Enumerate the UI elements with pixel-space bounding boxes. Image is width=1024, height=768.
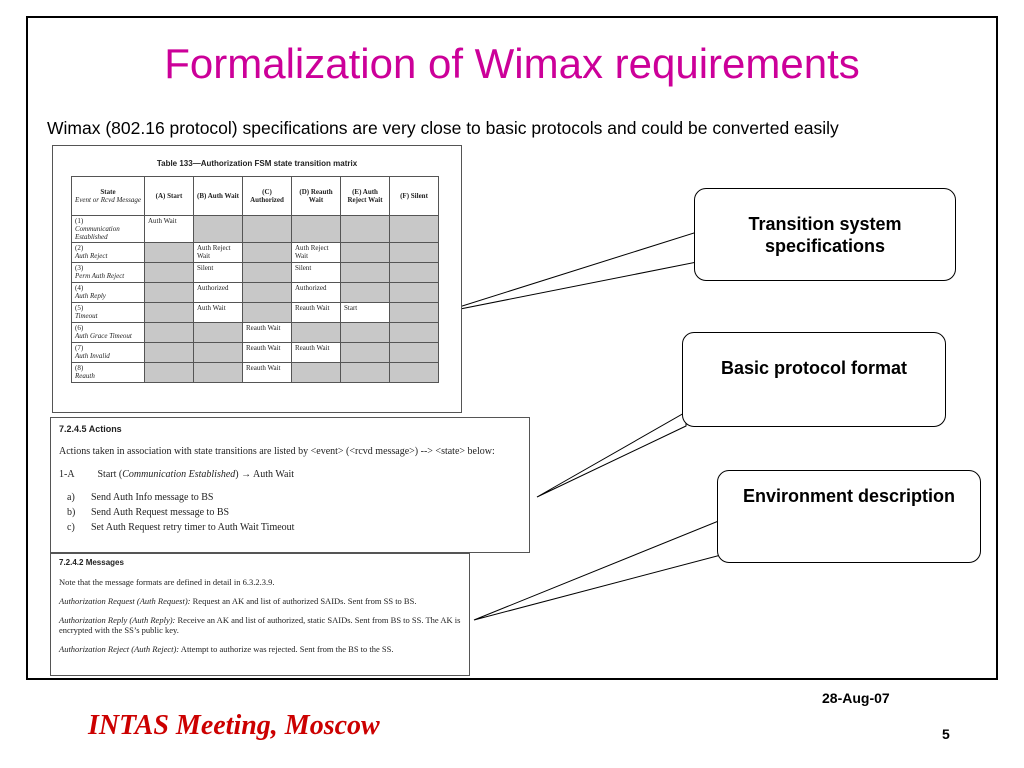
header-event-label: Event or Rcvd Message	[75, 196, 141, 204]
table-row	[72, 216, 439, 243]
action-rule-event: Communication Established	[122, 469, 236, 480]
table-cell	[292, 363, 341, 383]
callout-transition-system: Transition system specifications	[694, 188, 956, 281]
table-cell	[145, 303, 194, 323]
table-cell: Reauth Wait	[243, 343, 292, 363]
row-event-cell	[72, 216, 145, 243]
table-row	[72, 303, 439, 323]
table-cell: Silent	[194, 263, 243, 283]
message-label: Authorization Request (Auth Request):	[59, 596, 191, 606]
actions-panel	[50, 417, 530, 553]
table-cell	[145, 343, 194, 363]
table-row	[72, 363, 439, 383]
actions-heading: 7.2.4.5 Actions	[59, 424, 122, 434]
row-event: Auth Grace Timeout	[75, 332, 132, 340]
table-cell	[243, 283, 292, 303]
list-item	[67, 507, 521, 518]
row-number: (8)	[75, 364, 84, 372]
message-label: Authorization Reject (Auth Reject):	[59, 644, 180, 654]
list-item-key: b)	[67, 507, 76, 518]
table-cell	[194, 363, 243, 383]
table-cell	[243, 216, 292, 243]
table-cell	[243, 303, 292, 323]
leader-basic	[537, 412, 686, 497]
row-number: (6)	[75, 324, 84, 332]
table-cell	[145, 363, 194, 383]
row-event-cell	[72, 363, 145, 383]
table-cell	[194, 343, 243, 363]
table-cell	[243, 263, 292, 283]
table-cell	[194, 323, 243, 343]
list-item-text: Send Auth Request message to BS	[91, 507, 230, 518]
table-cell	[341, 323, 390, 343]
message-text: Request an AK and list of authorized SAIDs. Sent from SS to BS.	[190, 596, 417, 606]
row-event-cell	[72, 343, 145, 363]
row-event-cell	[72, 303, 145, 323]
table-cell: Reauth Wait	[292, 343, 341, 363]
header-col-b: (B) Auth Wait	[194, 177, 243, 216]
table-cell: Start	[341, 303, 390, 323]
row-number: (2)	[75, 244, 84, 252]
message-entry	[59, 615, 461, 635]
table-row	[72, 343, 439, 363]
table-cell	[390, 263, 439, 283]
fsm-state-transition-table	[71, 176, 439, 383]
row-number: (3)	[75, 264, 84, 272]
table-cell	[390, 303, 439, 323]
table-cell	[390, 323, 439, 343]
table-cell	[292, 323, 341, 343]
action-rule-prefix: Start (	[97, 469, 123, 480]
table-cell	[341, 343, 390, 363]
actions-list	[59, 492, 521, 533]
list-item-text: Set Auth Request retry timer to Auth Wait Timeout	[91, 522, 295, 533]
row-number: (4)	[75, 284, 84, 292]
header-col-f: (F) Silent	[390, 177, 439, 216]
row-event-cell	[72, 323, 145, 343]
messages-note: Note that the message formats are defined in detail in 6.3.2.3.9.	[59, 577, 275, 587]
header-col-e: (E) Auth Reject Wait	[341, 177, 390, 216]
row-event-cell	[72, 283, 145, 303]
header-col-c: (C) Authorized	[243, 177, 292, 216]
table-cell	[145, 323, 194, 343]
table-cell: Reauth Wait	[243, 363, 292, 383]
list-item	[67, 522, 521, 533]
list-item-key: a)	[67, 492, 75, 503]
row-event: Auth Reject	[75, 252, 108, 260]
table-cell	[341, 363, 390, 383]
table-cell	[145, 243, 194, 263]
list-item-text: Send Auth Info message to BS	[91, 492, 214, 503]
messages-panel	[50, 553, 470, 676]
actions-intro: Actions taken in association with state transitions are listed by <event> (<rcvd message>) --> <state> below:	[59, 446, 495, 457]
table-cell: Auth Wait	[145, 216, 194, 243]
row-event: Communication Established	[75, 225, 120, 241]
table-cell: Silent	[292, 263, 341, 283]
list-item	[67, 492, 521, 503]
row-event-cell	[72, 243, 145, 263]
table-cell: Reauth Wait	[243, 323, 292, 343]
message-text: Receive an AK and list of authorized, static SAIDs. Sent from BS to SS. The AK is encrypted with the SS’s public key.	[59, 615, 461, 635]
callout-environment: Environment description	[717, 470, 981, 563]
footer-meeting-name: INTAS Meeting, Moscow	[88, 710, 380, 741]
table-cell: Auth Reject Wait	[194, 243, 243, 263]
row-number: (1)	[75, 217, 84, 225]
page-number: 5	[942, 726, 950, 742]
row-event: Auth Invalid	[75, 352, 110, 360]
action-rule-id: 1-A	[59, 469, 75, 480]
row-event: Auth Reply	[75, 292, 106, 300]
row-event: Timeout	[75, 312, 98, 320]
table-row	[72, 243, 439, 263]
fsm-table-body	[72, 216, 439, 383]
row-event: Perm Auth Reject	[75, 272, 125, 280]
table-cell	[390, 243, 439, 263]
table-cell: Reauth Wait	[292, 303, 341, 323]
header-col-a: (A) Start	[145, 177, 194, 216]
table-cell: Authorized	[292, 283, 341, 303]
header-state-event	[72, 177, 145, 216]
table-row	[72, 323, 439, 343]
table-cell	[390, 343, 439, 363]
header-state-label: State	[100, 188, 116, 196]
table-cell	[341, 263, 390, 283]
action-rule	[59, 469, 521, 480]
callout-basic-protocol: Basic protocol format	[682, 332, 946, 427]
table-cell	[341, 243, 390, 263]
table-cell: Auth Wait	[194, 303, 243, 323]
row-number: (5)	[75, 304, 84, 312]
fsm-table-panel	[52, 145, 462, 413]
message-entry	[59, 596, 461, 606]
table-row	[72, 263, 439, 283]
table-cell	[390, 283, 439, 303]
slide-subtitle: Wimax (802.16 protocol) specifications are very close to basic protocols and could be converted easily	[47, 118, 839, 138]
message-label: Authorization Reply (Auth Reply):	[59, 615, 176, 625]
table-cell	[194, 216, 243, 243]
message-entry	[59, 644, 461, 654]
row-event-cell	[72, 263, 145, 283]
table-cell: Authorized	[194, 283, 243, 303]
table-header-row	[72, 177, 439, 216]
table-cell	[390, 363, 439, 383]
messages-heading: 7.2.4.2 Messages	[59, 558, 124, 567]
table-cell	[145, 283, 194, 303]
fsm-table-caption: Table 133—Authorization FSM state transition matrix	[156, 159, 358, 168]
table-cell	[243, 243, 292, 263]
messages-list	[59, 596, 461, 654]
message-text: Attempt to authorize was rejected. Sent from the BS to the SS.	[179, 644, 394, 654]
row-event: Reauth	[75, 372, 95, 380]
table-cell	[390, 216, 439, 243]
row-number: (7)	[75, 344, 84, 352]
header-col-d: (D) Reauth Wait	[292, 177, 341, 216]
leader-transition	[440, 232, 697, 313]
list-item-key: c)	[67, 522, 75, 533]
table-cell	[292, 216, 341, 243]
action-rule-suffix: ) → Auth Wait	[235, 469, 295, 480]
table-row	[72, 283, 439, 303]
table-cell: Auth Reject Wait	[292, 243, 341, 263]
table-cell	[145, 263, 194, 283]
table-cell	[341, 283, 390, 303]
footer-date: 28-Aug-07	[822, 690, 890, 706]
slide-title: Formalization of Wimax requirements	[164, 40, 860, 87]
table-cell	[341, 216, 390, 243]
